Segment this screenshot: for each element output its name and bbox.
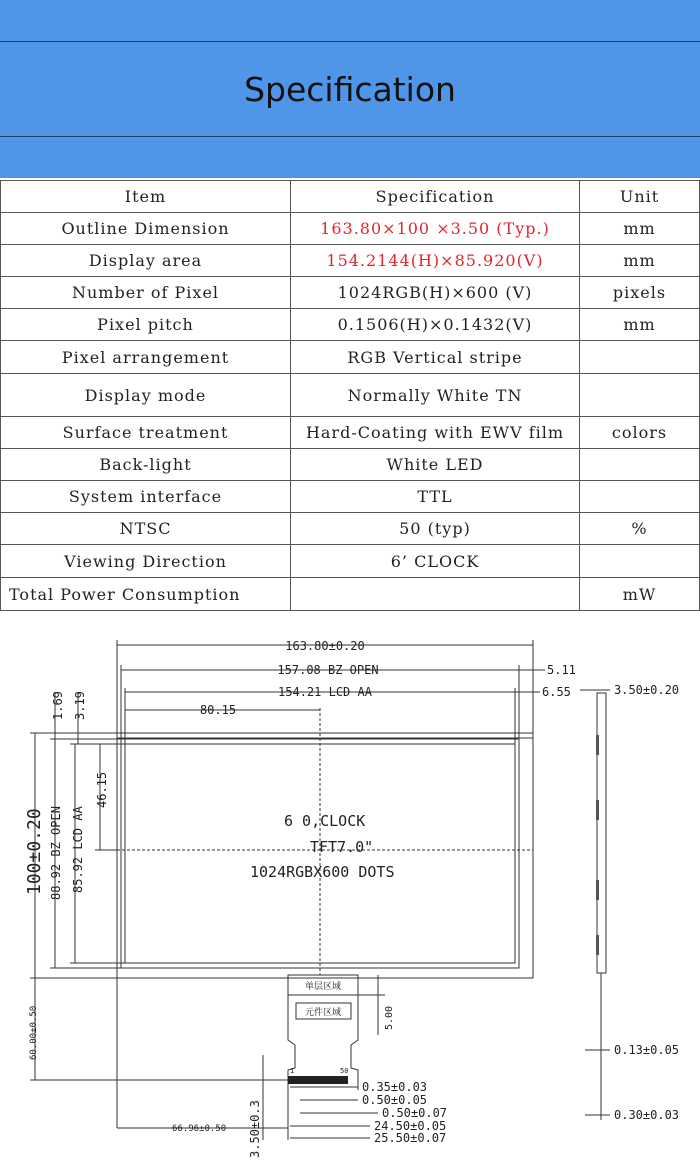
dim-fpc-length: 60.00±0.50: [29, 1005, 39, 1060]
cell-item: System interface: [1, 481, 291, 513]
specification-table: [0, 180, 700, 611]
dim-pitch-4: 24.50±0.05: [374, 1119, 447, 1133]
cell-unit: [580, 545, 700, 578]
cell-spec: Hard-Coating with EWV film: [291, 417, 580, 449]
dim-outline-width: 163.80±0.20: [285, 639, 365, 653]
dim-bz-open: 157.08 BZ OPEN: [277, 663, 379, 677]
cell-spec: Normally White TN: [291, 374, 580, 417]
dim-right-2: 6.55: [542, 685, 571, 699]
cell-spec: [291, 578, 580, 611]
dim-fpc-height: 3.50±0.3: [248, 1100, 262, 1158]
column-header: Item: [1, 181, 291, 213]
dim-center-x: 80.15: [199, 703, 237, 717]
table-row: [1, 417, 700, 449]
fpc-pin-50: 50: [340, 1067, 349, 1075]
cell-spec: 1024RGB(H)×600 (V): [291, 277, 580, 309]
table-row: [1, 513, 700, 545]
cell-unit: [580, 481, 700, 513]
dim-fpc-5: 5.00: [384, 1005, 395, 1030]
fpc-pin-1: 1: [290, 1067, 295, 1075]
table-header-row: [1, 181, 700, 213]
table-row: [1, 213, 700, 245]
cell-spec: RGB Vertical stripe: [291, 341, 580, 374]
fpc-gold-finger: [288, 1076, 348, 1084]
dim-top-1: 1.69: [51, 691, 65, 720]
cell-item: Display mode: [1, 374, 291, 417]
table-row: [1, 545, 700, 578]
dim-bz-open-v: 88.92 BZ OPEN: [49, 806, 63, 900]
dim-right-1: 5.11: [547, 663, 576, 677]
cell-item: Outline Dimension: [1, 213, 291, 245]
dim-fpc-offset: 66.96±0.50: [172, 1124, 227, 1134]
fpc-label-2: 元件区域: [304, 1008, 342, 1018]
dim-top-2: 3.19: [73, 691, 87, 720]
cell-unit: mm: [580, 245, 700, 277]
table-row: [1, 277, 700, 309]
cell-unit: mW: [580, 578, 700, 611]
cell-unit: colors: [580, 417, 700, 449]
cell-item: Back-light: [1, 449, 291, 481]
table-row: [1, 341, 700, 374]
table-row: [1, 374, 700, 417]
dim-pitch-5: 25.50±0.07: [374, 1131, 447, 1145]
cell-item: Viewing Direction: [1, 545, 291, 578]
dim-side-2: 0.30±0.03: [614, 1108, 680, 1122]
cell-unit: [580, 341, 700, 374]
dim-side-1: 0.13±0.05: [614, 1043, 680, 1057]
cell-item: Total Power Consumption: [1, 578, 291, 611]
table-row: [1, 481, 700, 513]
mechanical-drawing: [0, 620, 700, 1174]
column-header: Specification: [291, 181, 580, 213]
table-row: [1, 245, 700, 277]
cell-item: Pixel arrangement: [1, 341, 291, 374]
dim-center-y: 46.15: [95, 771, 109, 808]
center-label-1: 6 0,CLOCK: [284, 812, 366, 830]
center-label-2: TFT7.0": [310, 838, 374, 856]
cell-unit: [580, 374, 700, 417]
cell-item: Display area: [1, 245, 291, 277]
table-row: [1, 578, 700, 611]
cell-spec: TTL: [291, 481, 580, 513]
page-title: Specification: [244, 70, 456, 109]
dim-thickness: 3.50±0.20: [614, 683, 680, 697]
cell-spec: 6’ CLOCK: [291, 545, 580, 578]
cell-item: Surface treatment: [1, 417, 291, 449]
cell-spec: 163.80×100 ×3.50 (Typ.): [291, 213, 580, 245]
cell-unit: pixels: [580, 277, 700, 309]
header-bottom-rule: [0, 136, 700, 137]
header-top-rule: [0, 41, 700, 42]
cell-item: NTSC: [1, 513, 291, 545]
dim-pitch-3: 0.50±0.07: [382, 1106, 448, 1120]
cell-spec: 154.2144(H)×85.920(V): [291, 245, 580, 277]
cell-unit: mm: [580, 309, 700, 341]
dim-pitch-2: 0.50±0.05: [362, 1093, 428, 1107]
center-label-3: 1024RGBX600 DOTS: [250, 863, 395, 881]
dim-outline-height: 100±0.20: [24, 808, 45, 895]
dim-lcd-aa: 154.21 LCD AA: [278, 685, 372, 699]
cell-unit: %: [580, 513, 700, 545]
cell-item: Pixel pitch: [1, 309, 291, 341]
header-banner: [0, 0, 700, 178]
table-row: [1, 449, 700, 481]
cell-item: Number of Pixel: [1, 277, 291, 309]
table-row: [1, 309, 700, 341]
column-header: Unit: [580, 181, 700, 213]
dim-lcd-aa-v: 85.92 LCD AA: [71, 806, 85, 893]
cell-spec: 0.1506(H)×0.1432(V): [291, 309, 580, 341]
dim-pitch-1: 0.35±0.03: [362, 1080, 428, 1094]
cell-spec: White LED: [291, 449, 580, 481]
cell-spec: 50 (typ): [291, 513, 580, 545]
cell-unit: [580, 449, 700, 481]
fpc-label-1: 单层区域: [304, 982, 342, 992]
cell-unit: mm: [580, 213, 700, 245]
